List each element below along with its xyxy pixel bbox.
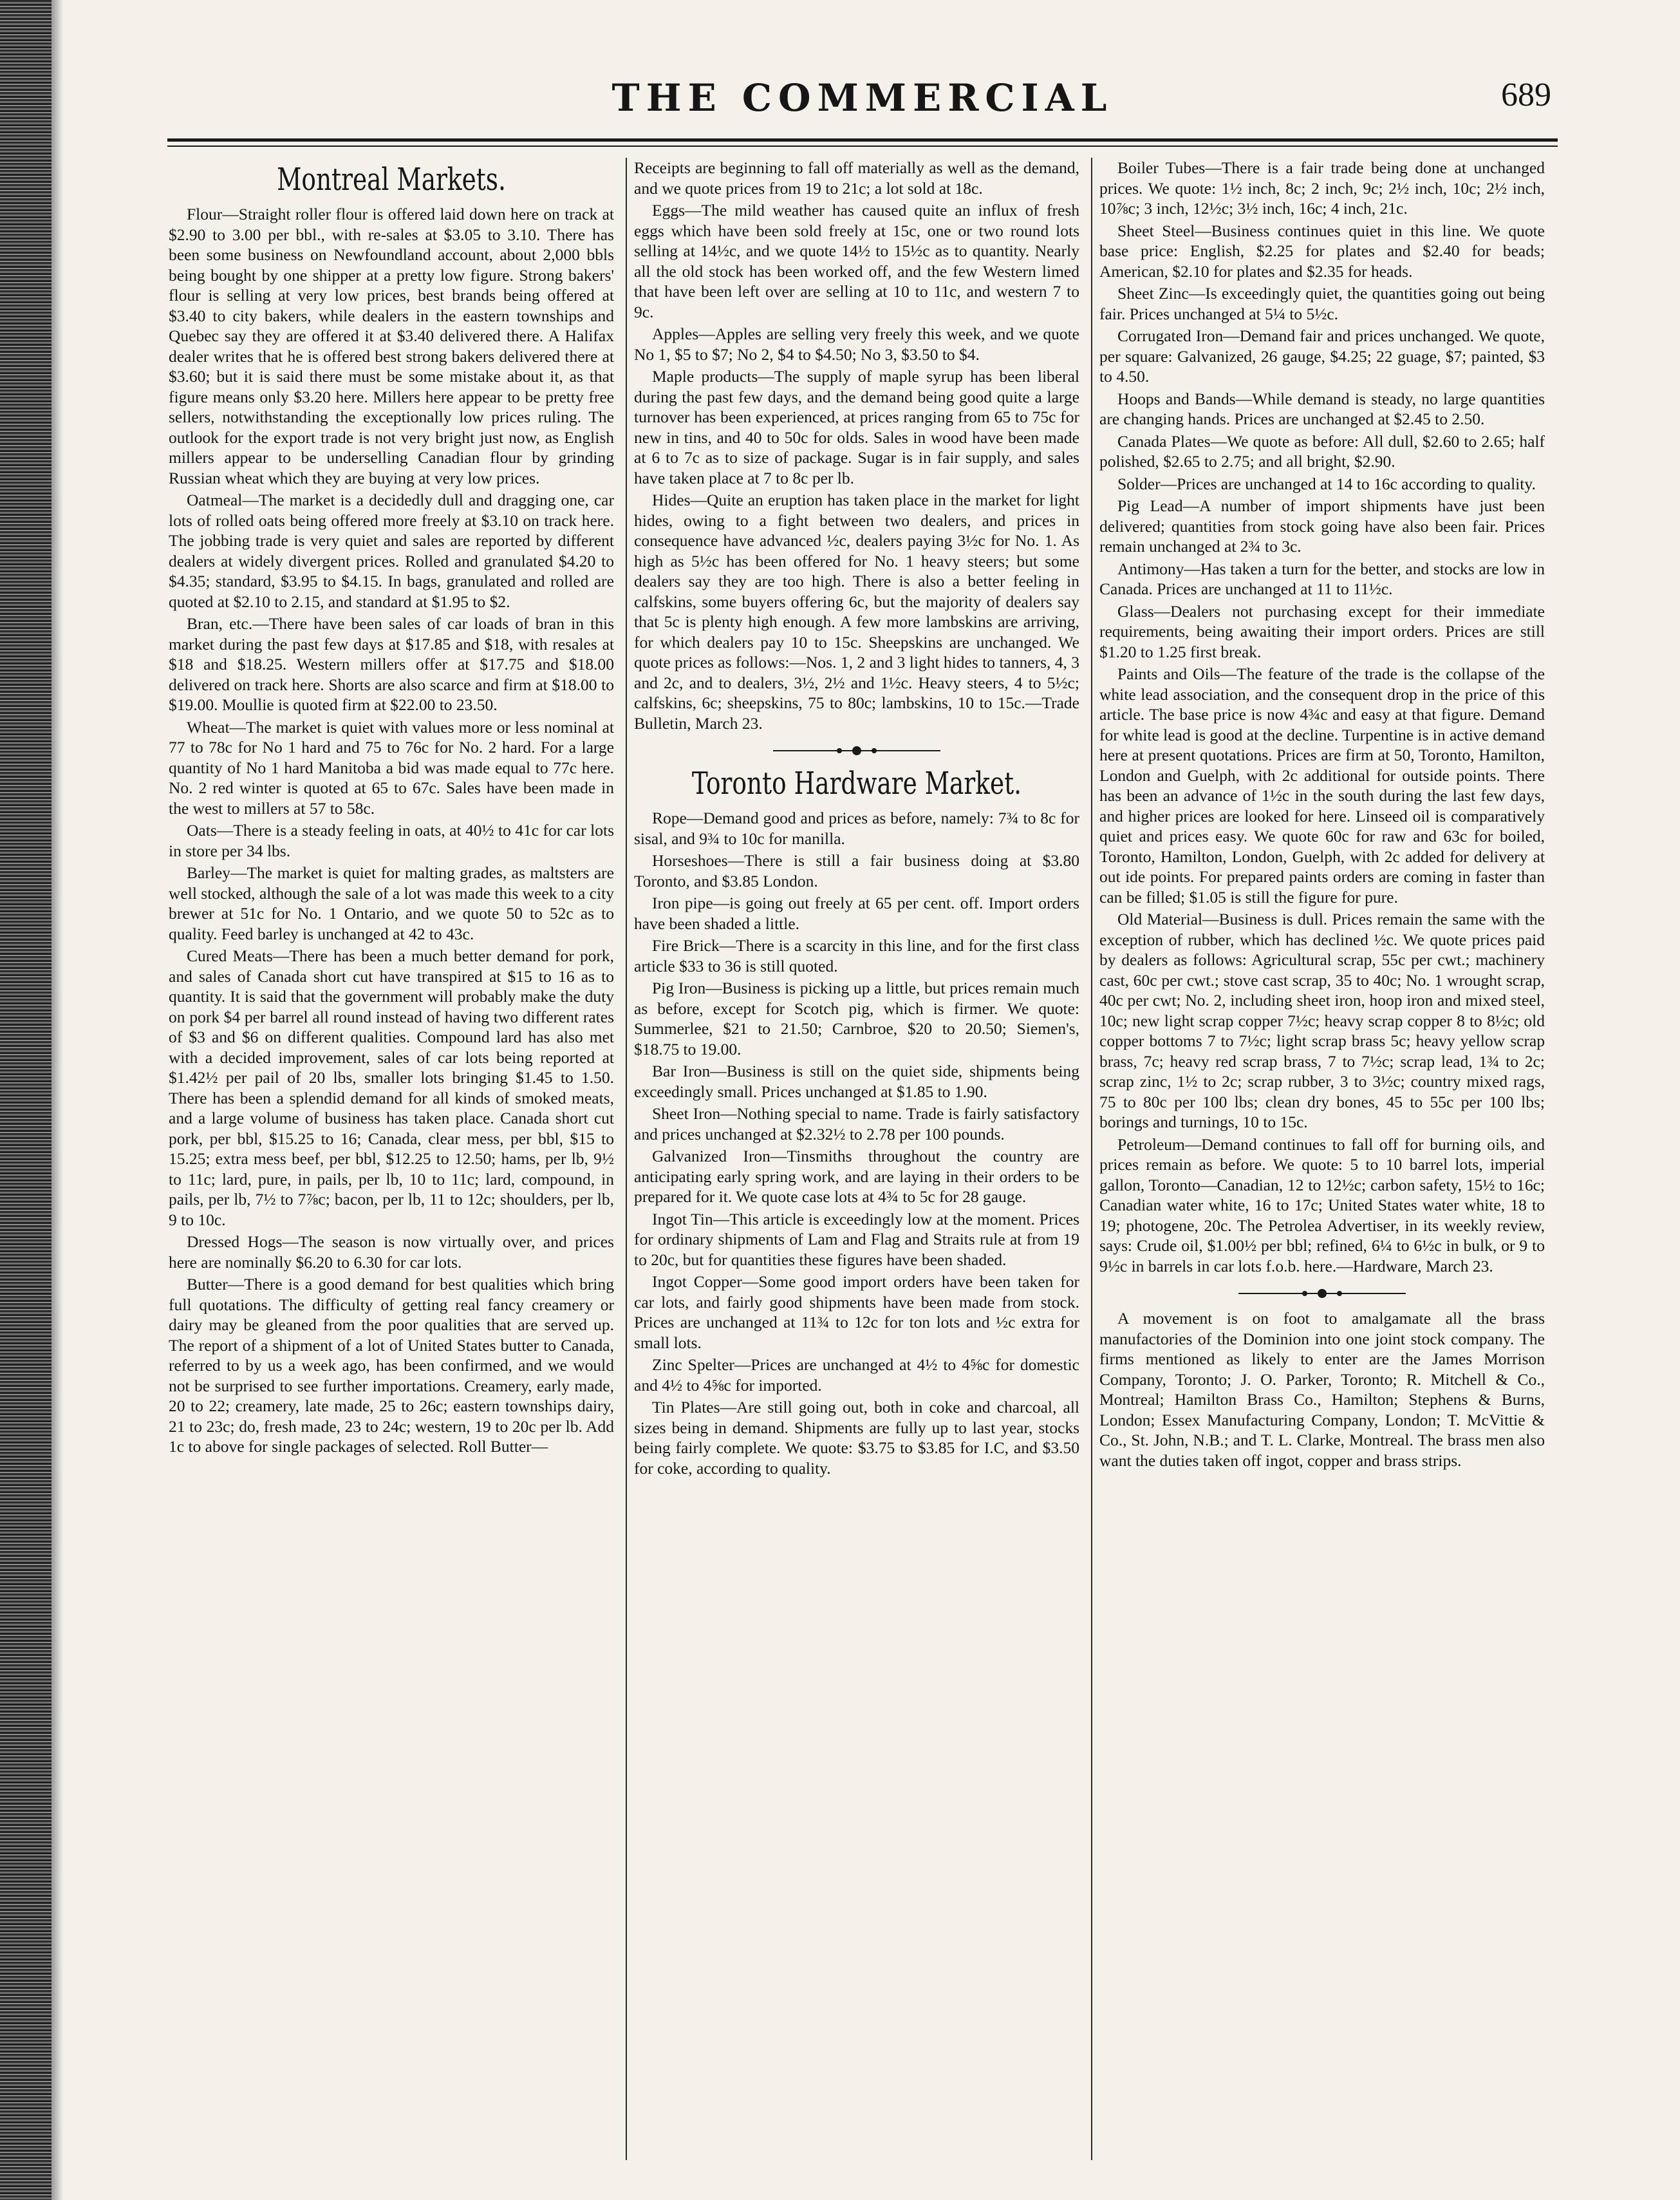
article-paragraph: Sheet Zinc—Is exceedingly quiet, the quantities going out being fair. Prices unchanged at 5¼ to 5½c. xyxy=(1099,284,1545,323)
article-paragraph: Sheet Iron—Nothing special to name. Trade is fairly satisfactory and prices unchanged at $2.32½ to 2.78 per 100 pounds. xyxy=(634,1104,1079,1143)
article-paragraph: Ingot Copper—Some good import orders have been taken for car lots, and fairly good shipments have been made from stock. Prices are unchanged at 11¾ to 12c for ton lots and ½c extra for small lots. xyxy=(634,1272,1079,1352)
article-paragraph: Rope—Demand good and prices as before, namely: 7¾ to 8c for sisal, and 9¾ to 10c for manilla. xyxy=(634,809,1079,848)
article-paragraph: Cured Meats—There has been a much better demand for pork, and sales of Canada short cut have transpired at $15 to 16 as to quantity. It is said that the government will probably make the duty on pork $4 per barrel all round instead of having two different rates of $3 and $6 on different qualities. Compound lard has also met with a decided improvement, sales of car lots being reported at $1.42½ per pail of 20 lbs, smaller lots bringing $1.45 to 1.50. There has been a splendid demand for all kinds of smoked meats, and a large volume of business has taken place. Canada short cut pork, per bbl, $15.25 to 16; Canada, clear mess, per bbl, $15 to 15.25; extra mess beef, per bbl, $12.25 to 12.50; hams, per lb, 9½ to 11c; lard, pure, in pails, per lb, 10 to 11c; lard, compound, in pails, per lb, 7½ to 7⅞c; bacon, per lb, 11 to 12c; shoulders, per lb, 9 to 10c. xyxy=(169,946,614,1229)
section-divider xyxy=(773,742,940,759)
article-paragraph: Canada Plates—We quote as before: All dull, $2.60 to 2.65; half polished, $2.65 to 2.75; and all bright, $2.90. xyxy=(1099,431,1545,471)
article-paragraph: Bar Iron—Business is still on the quiet side, shipments being exceedingly small. Prices unchanged at $1.85 to 1.90. xyxy=(634,1062,1079,1101)
article-paragraph: Solder—Prices are unchanged at 14 to 16c according to quality. xyxy=(1117,474,1536,493)
article-paragraph: Ingot Tin—This article is exceedingly low at the moment. Prices for ordinary shipments of Lam and Flag and Straits rule at from 19 to 20c, but for quantities these figures have been shaded. xyxy=(634,1209,1079,1269)
article-paragraph: Antimony—Has taken a turn for the better, and stocks are low in Canada. Prices are unchanged at 11 to 11½c. xyxy=(1099,559,1545,598)
article-paragraph: Barley—The market is quiet for malting grades, as maltsters are well stocked, although the sale of a lot was made this week to a city brewer at 51c for No. 1 Ontario, and we quote 50 to 52c as to quality. Feed barley is unchanged at 42 to 43c. xyxy=(169,863,614,943)
article-paragraph: A movement is on foot to amalgamate all the brass manufactories of the Dominion into one joint stock company. The firms mentioned as likely to enter are the James Morrison Company, Toronto; J. O. Parker, Toronto; R. Mitchell & Co., Montreal; Hamilton Brass Co., Hamilton; Stephens & Burns, London; Essex Manufacturing Company, London; T. McVittie & Co., St. John, N.B.; and T. L. Clarke, Montreal. The brass men also want the duties taken off ingot, copper and brass strips. xyxy=(1099,1309,1545,1470)
article-paragraph: Oatmeal—The market is a decidedly dull and dragging one, car lots of rolled oats being offered more freely at $3.10 on track here. The jobbing trade is very quiet and sales are reported by different dealers at widely divergent prices. Rolled and granulated $4.20 to $4.35; standard, $3.95 to $4.15. In bags, granulated and rolled are quoted at $2.10 to 2.15, and standard at $1.95 to $2. xyxy=(169,491,614,611)
article-paragraph: Butter—There is a good demand for best qualities which bring full quotations. The difficulty of getting real fancy creamery or dairy may be gleaned from the poor qualities that are served up. The report of a shipment of a lot of United States butter to Canada, referred to by us a week ago, has been confirmed, and we would not be surprised to see further importations. Creamery, early made, 20 to 22; creamery, late made, 25 to 26c; eastern townships dairy, 21 to 23c; do, fresh made, 23 to 24c; western, 19 to 20c per lb. Add 1c to above for single packages of selected. Roll Butter— xyxy=(169,1275,614,1456)
page-number: 689 xyxy=(1501,77,1551,113)
article-paragraph: Dressed Hogs—The season is now virtually over, and prices here are nominally $6.20 to 6.30 for car lots. xyxy=(169,1232,614,1272)
article-paragraph: Eggs—The mild weather has caused quite an influx of fresh eggs which have been sold freely at 15c, one or two round lots selling at 14½c, and we quote 14½ to 15½c as to quantity. Nearly all the old stock has been worked off, and the few Western limed that have been left over are selling at 10 to 11c, and western 7 to 9c. xyxy=(634,201,1079,321)
article-paragraph: Glass—Dealers not purchasing except for their immediate requirements, being awaiting their import orders. Prices are still $1.20 to 1.25 first break. xyxy=(1099,601,1545,661)
article-paragraph: Maple products—The supply of maple syrup has been liberal during the past few days, and the demand being good quite a large turnover has been experienced, at prices ranging from 65 to 75c for new in tins, and 40 to 50c for olds. Sales in wood have been made at 6 to 7c as to size of package. Sugar is in fair supply, and sales have taken place at 7 to 8c per lb. xyxy=(634,367,1079,487)
article-paragraph: Wheat—The market is quiet with values more or less nominal at 77 to 78c for No 1 hard and 75 to 76c for No. 2 hard. For a large quantity of No 1 hard Manitoba a bid was made equal to 77c here. No. 2 red winter is quoted at 65 to 67c. Sales have been made in the west to millers at 57 to 58c. xyxy=(169,717,614,818)
article-paragraph: Petroleum—Demand continues to fall off for burning oils, and prices remain as before. We quote: 5 to 10 barrel lots, imperial gallon, Toronto—Canadian, 12 to 12½c; carbon safety, 15½ to 16c; Canadian water white, 16 to 17c; United States water white, 18 to 19; photogene, 20c. The Petrolea Advertiser, in its weekly review, says: Crude oil, $1.00½ per bbl; refined, 6¼ to 6½c in bulk, or 9 to 9½c in barrels in car lots f.o.b. here.—Hardware, March 23. xyxy=(1099,1134,1545,1275)
column-1 xyxy=(169,158,614,2167)
article-paragraph: Tin Plates—Are still going out, both in coke and charcoal, all sizes being in demand. Shipments are fully up to last year, stocks being fairly complete. We quote: $3.75 to $3.85 for I.C, and $3.50 for coke, according to quality. xyxy=(634,1398,1079,1478)
article-paragraph: Zinc Spelter—Prices are unchanged at 4½ to 4⅝c for domestic and 4½ to 4⅝c for imported. xyxy=(634,1355,1079,1395)
article-paragraph: Old Material—Business is dull. Prices remain the same with the exception of rubber, which has declined ½c. We quote prices paid by dealers as follows: Agricultural scrap, 55c per cwt.; machinery cast, 60c per cwt.; stove cast scrap, 35 to 40c; No. 1 wrought scrap, 40c per cwt; No. 2, including sheet iron, hoop iron and mixed steel, 10c; new light scrap copper 7½c; heavy scrap copper 8 to 8½c; old copper bottoms 7 to 7½c; light scrap brass 5c; heavy yellow scrap brass, 7c; heavy red scrap brass, 7 to 7½c; scrap lead, 1¾ to 2c; scrap zinc, 1½ to 2c; scrap rubber, 3 to 3½c; country mixed rags, 75 to 80c per 100 lbs; clean dry bones, 45 to 55c per 100 lbs; borings and turnings, 10 to 15c. xyxy=(1099,910,1545,1131)
binding-shadow xyxy=(51,0,63,2200)
article-paragraph: Fire Brick—There is a scarcity in this line, and for the first class article $33 to 36 is still quoted. xyxy=(634,936,1079,975)
column-rule-2 xyxy=(1091,158,1092,2160)
article-paragraph: Pig Lead—A number of import shipments have just been delivered; quantities from stock going have also been fair. Prices remain unchanged at 2¾ to 3c. xyxy=(1099,496,1545,556)
article-paragraph: Sheet Steel—Business continues quiet in this line. We quote base price: English, $2.25 for plates and $2.40 for beads; American, $2.10 for plates and $2.35 for heads. xyxy=(1099,221,1545,281)
header-rule-thin xyxy=(167,146,1558,147)
article-paragraph: Flour—Straight roller flour is offered laid down here on track at $2.90 to 3.00 per bbl., with re-sales at $3.05 to 3.10. There has been some business on Newfoundland account, about 2,000 bbls being bought by one shipper at a pretty low figure. Strong bakers' flour is selling at very low prices, best brands being offered at $3.40 to city bakers, while dealers in the eastern townships and Quebec say they are offered it at $3.40 delivered there. A Halifax dealer writes that he is offered best strong bakers delivered there at $3.60; but it is said there must be some mistake about it, as that figure means only $3.20 here. Millers here appear to be pretty free sellers, notwithstanding the exceptionally low prices ruling. The outlook for the export trade is not very bright just now, as English millers appear to be underselling Canadian flour by grinding Russian wheat which they are buying at very low prices. xyxy=(169,205,614,487)
header-rule xyxy=(167,138,1558,142)
article-paragraph: Receipts are beginning to fall off materially as well as the demand, and we quote prices from 19 to 21c; a lot sold at 18c. xyxy=(634,158,1079,198)
article-paragraph: Pig Iron—Business is picking up a little, but prices remain much as before, except for Scotch pig, which is firmer. We quote: Summerlee, $21 to 21.50; Carnbroe, $20 to 20.50; Siemen's, $18.75 to 19.00. xyxy=(634,979,1079,1058)
article-paragraph: Paints and Oils—The feature of the trade is the collapse of the white lead association, and the consequent drop in the price of this article. The base price is now 4¾c and easy at that figure. Demand for white lead is good at the decline. Turpentine is in active demand here at present quotations. Prices are firm at 50, Toronto, Hamilton, London and Guelph, with 2c additional for outside points. There has been an advance of 1½c in the south during the last few days, and higher prices are looked for here. Linseed oil is comparatively quiet and prices easy. We quote 60c for raw and 63c for boiled, Toronto, Hamilton, London, Guelph, with 2c added for delivery at out ide points. For prepared paints orders are coming in faster than can be filled; $1.05 is still the figure for pure. xyxy=(1099,664,1545,907)
article-paragraph: Bran, etc.—There have been sales of car loads of bran in this market during the past few days at $17.85 and $18, with resales at $18 and $18.25. Western millers offer at $17.75 and $18.00 delivered on track here. Shorts are also scarce and firm at $18.00 to $19.00. Moullie is quoted firm at $22.00 to 23.50. xyxy=(169,614,614,714)
article-paragraph: Apples—Apples are selling very freely this week, and we quote No 1, $5 to $7; No 2, $4 to $4.50; No 3, $3.50 to $4. xyxy=(634,324,1079,364)
masthead-title: THE COMMERCIAL xyxy=(611,76,1114,120)
article-paragraph: Iron pipe—is going out freely at 65 per cent. off. Import orders have been shaded a little. xyxy=(634,894,1079,933)
article-paragraph: Hoops and Bands—While demand is steady, no large quantities are changing hands. Prices are unchanged at $2.45 to 2.50. xyxy=(1099,389,1545,428)
binding-edge-strip xyxy=(0,0,51,2200)
article-paragraph: Boiler Tubes—There is a fair trade being done at unchanged prices. We quote: 1½ inch, 8c; 2 inch, 9c; 2½ inch, 10c; 2½ inch, 10⅞c; 3 inch, 12½c; 3½ inch, 16c; 4 inch, 21c. xyxy=(1099,158,1545,218)
article-paragraph: Hides—Quite an eruption has taken place in the market for light hides, owing to a fight between two dealers, and prices in consequence have advanced ½c, dealers paying 3½c for No. 1. As high as 5½c has been offered for No. 1 heavy steers; but some dealers say they are too high. There is also a better feeling in calfskins, some buyers offering 6c, but the majority of dealers say that 5c is plenty high enough. A few more lambskins are arriving, for which dealers pay 10 to 15c. Sheepskins are unchanged. We quote prices as follows:—Nos. 1, 2 and 3 light hides to tanners, 4, 3 and 2c, and to dealers, 3½, 2½ and 1½c. Heavy steers, 4 to 5½c; calfskins, 6c; sheepskins, 75 to 80c; lambskins, 10 to 15c.—Trade Bulletin, March 23. xyxy=(634,491,1079,733)
toronto-hardware-heading: Toronto Hardware Market. xyxy=(691,766,1022,802)
article-paragraph: Galvanized Iron—Tinsmiths throughout the country are anticipating early spring work, and are laying in their orders to be prepared for it. We quote case lots at 4¾ to 5c for 28 gauge. xyxy=(634,1147,1079,1206)
column-rule-1 xyxy=(626,158,627,2160)
montreal-markets-heading: Montreal Markets. xyxy=(277,162,506,198)
section-divider xyxy=(1238,1285,1406,1302)
article-paragraph: Horseshoes—There is still a fair business doing at $3.80 Toronto, and $3.85 London. xyxy=(634,851,1079,890)
article-paragraph: Oats—There is a steady feeling in oats, at 40½ to 41c for car lots in store per 34 lbs. xyxy=(169,821,614,860)
article-paragraph: Corrugated Iron—Demand fair and prices unchanged. We quote, per square: Galvanized, 26 gauge, $4.25; 22 guage, $7; painted, $3 to 4.50. xyxy=(1099,326,1545,386)
column-2 xyxy=(634,158,1079,2167)
column-3 xyxy=(1099,158,1545,2167)
